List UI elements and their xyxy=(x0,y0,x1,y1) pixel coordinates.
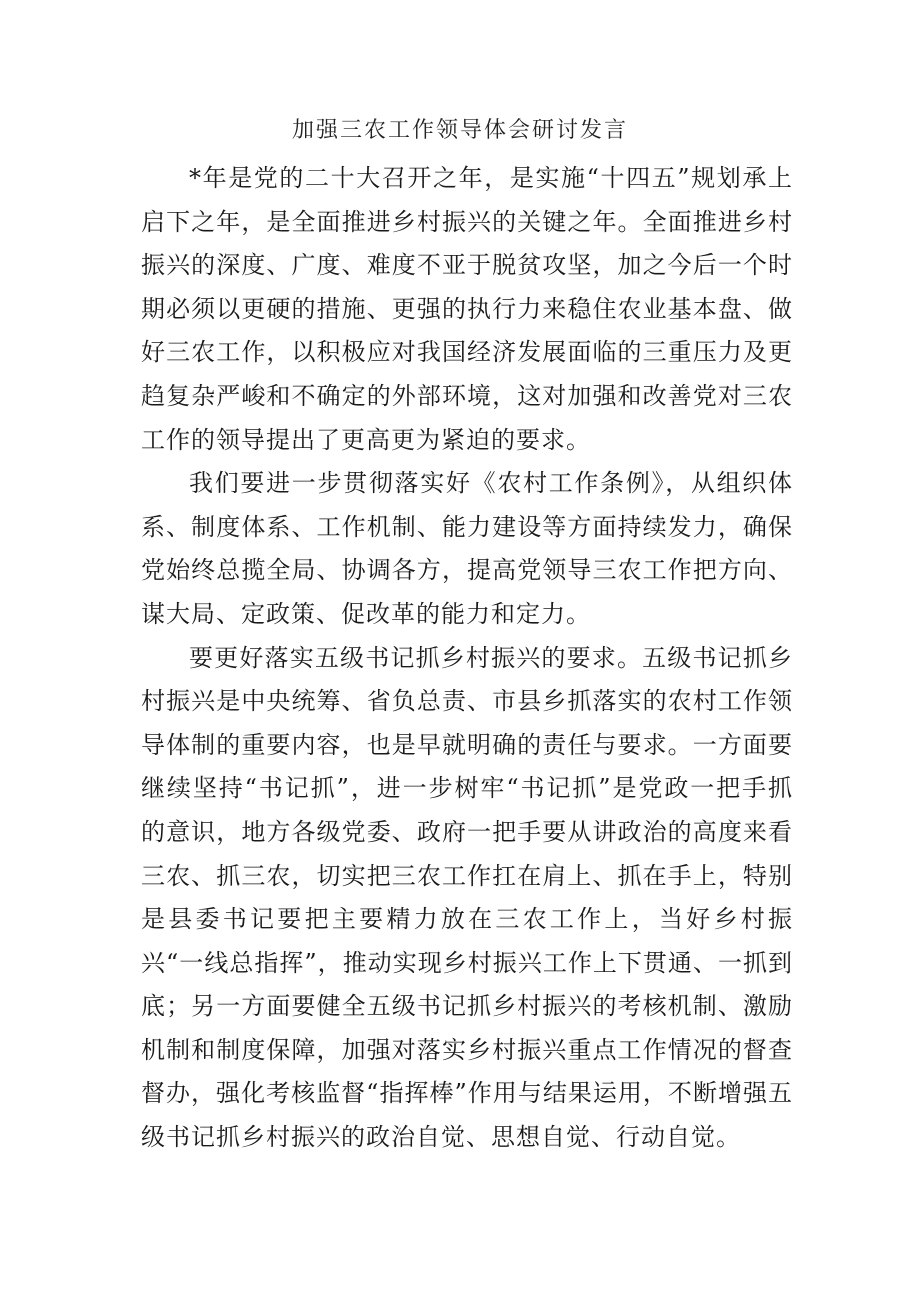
document-body xyxy=(141,157,793,1160)
document-title: 加强三农工作领导体会研讨发言 xyxy=(291,118,628,143)
paragraph-2: 我们要进一步贯彻落实好《农村工作条例》，从组织体系、制度体系、工作机制、能力建设等方面持续发力，确保党始终总揽全局、协调各方，提高党领导三农工作把方向、谋大局、定政策、促改革的能力和定力。 xyxy=(141,469,793,628)
paragraph-1: *年是党的二十大召开之年，是实施“十四五”规划承上启下之年，是全面推进乡村振兴的关键之年。全面推进乡村振兴的深度、广度、难度不亚于脱贫攻坚，加之今后一个时期必须以更硬的措施、更强的执行力来稳住农业基本盘、做好三农工作，以积极应对我国经济发展面临的三重压力及更趋复杂严峻和不确定的外部环境，这对加强和改善党对三农工作的领导提出了更高更为紧迫的要求。 xyxy=(141,164,793,454)
paragraph-3: 要更好落实五级书记抓乡村振兴的要求。五级书记抓乡村振兴是中央统筹、省负总责、市县乡抓落实的农村工作领导体制的重要内容，也是早就明确的责任与要求。一方面要继续坚持“书记抓”，进一步树牢“书记抓”是党政一把手抓的意识，地方各级党委、政府一把手要从讲政治的高度来看三农、抓三农，切实把三农工作扛在肩上、抓在手上，特别是县委书记要把主要精力放在三农工作上，当好乡村振兴“一线总指挥”，推动实现乡村振兴工作上下贯通、一抓到底；另一方面要健全五级书记抓乡村振兴的考核机制、激励机制和制度保障，加强对落实乡村振兴重点工作情况的督查督办，强化考核监督“指挥棒”作用与结果运用，不断增强五级书记抓乡村振兴的政治自觉、思想自觉、行动自觉。 xyxy=(141,643,793,1152)
